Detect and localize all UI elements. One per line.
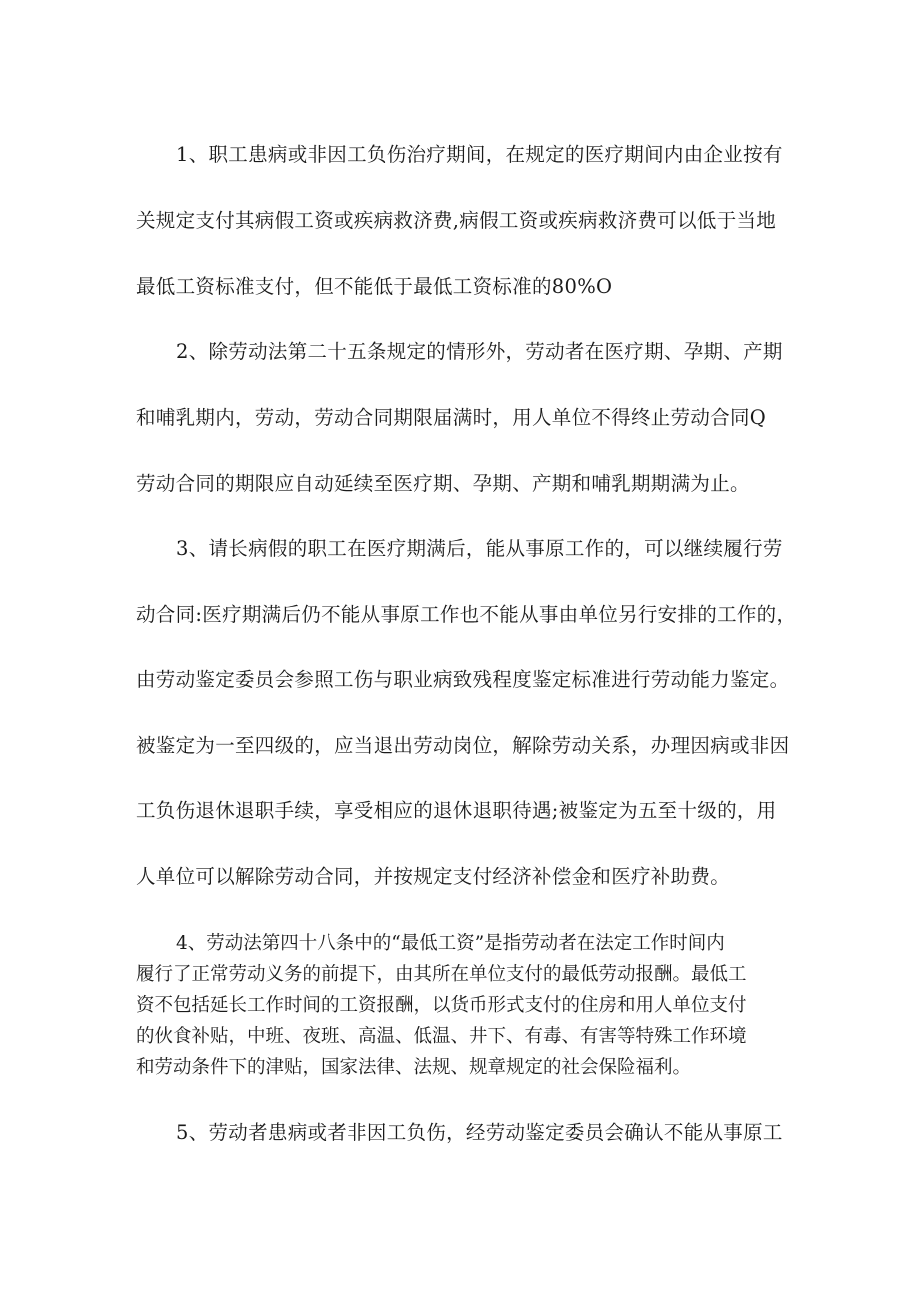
paragraph-4-line-2: 履行了正常劳动义务的前提下，由其所在单位支付的最低劳动报酬。最低工	[136, 964, 747, 985]
paragraph-4-line-1: 4、劳动法第四十八条中的“最低工资”是指劳动者在法定工作时间内	[176, 933, 725, 954]
paragraph-2-line-1: 2、除劳动法第二十五条规定的情形外，劳动者在医疗期、孕期、产期	[176, 340, 783, 363]
paragraph-2-line-2: 和哺乳期内，劳动，劳动合同期限届满时，用人单位不得终止劳动合同Q	[136, 406, 767, 429]
paragraph-1-line-2: 关规定支付其病假工资或疾病救济费,病假工资或疾病救济费可以低于当地	[136, 209, 777, 232]
paragraph-3-line-2: 动合同:医疗期满后仍不能从事原工作也不能从事由单位另行安排的工作的，	[136, 603, 797, 626]
paragraph-2-line-3: 劳动合同的期限应自动延续至医疗期、孕期、产期和哺乳期期满为止。	[136, 472, 750, 495]
paragraph-1-line-3: 最低工资标准支付，但不能低于最低工资标准的80%O	[136, 275, 613, 298]
paragraph-3-line-6: 人单位可以解除劳动合同，并按规定支付经济补偿金和医疗补助费。	[136, 865, 731, 888]
paragraph-4-line-5: 和劳动条件下的津贴，国家法律、法规、规章规定的社会保险福利。	[136, 1057, 692, 1078]
paragraph-3-line-5: 工负伤退休退职手续，享受相应的退休退职待遇;被鉴定为五至十级的，用	[136, 799, 777, 822]
paragraph-5-line-1: 5、劳动者患病或者非因工负伤，经劳动鉴定委员会确认不能从事原工	[176, 1121, 783, 1144]
paragraph-3-line-3: 由劳动鉴定委员会参照工伤与职业病致残程度鉴定标准进行劳动能力鉴定。	[136, 668, 790, 691]
paragraph-1-line-1: 1、职工患病或非因工负伤治疗期间，在规定的医疗期间内由企业按有	[176, 143, 783, 166]
paragraph-4-line-3: 资不包括延长工作时间的工资报酬，以货币形式支付的住房和用人单位支付	[136, 995, 747, 1016]
paragraph-4-line-4: 的伙食补贴，中班、夜班、高温、低温、井下、有毒、有害等特殊工作环境	[136, 1026, 747, 1047]
paragraph-3-line-1: 3、请长病假的职工在医疗期满后，能从事原工作的，可以继续履行劳	[176, 537, 783, 560]
paragraph-3-line-4: 被鉴定为一至四级的，应当退出劳动岗位，解除劳动关系，办理因病或非因	[136, 734, 790, 757]
